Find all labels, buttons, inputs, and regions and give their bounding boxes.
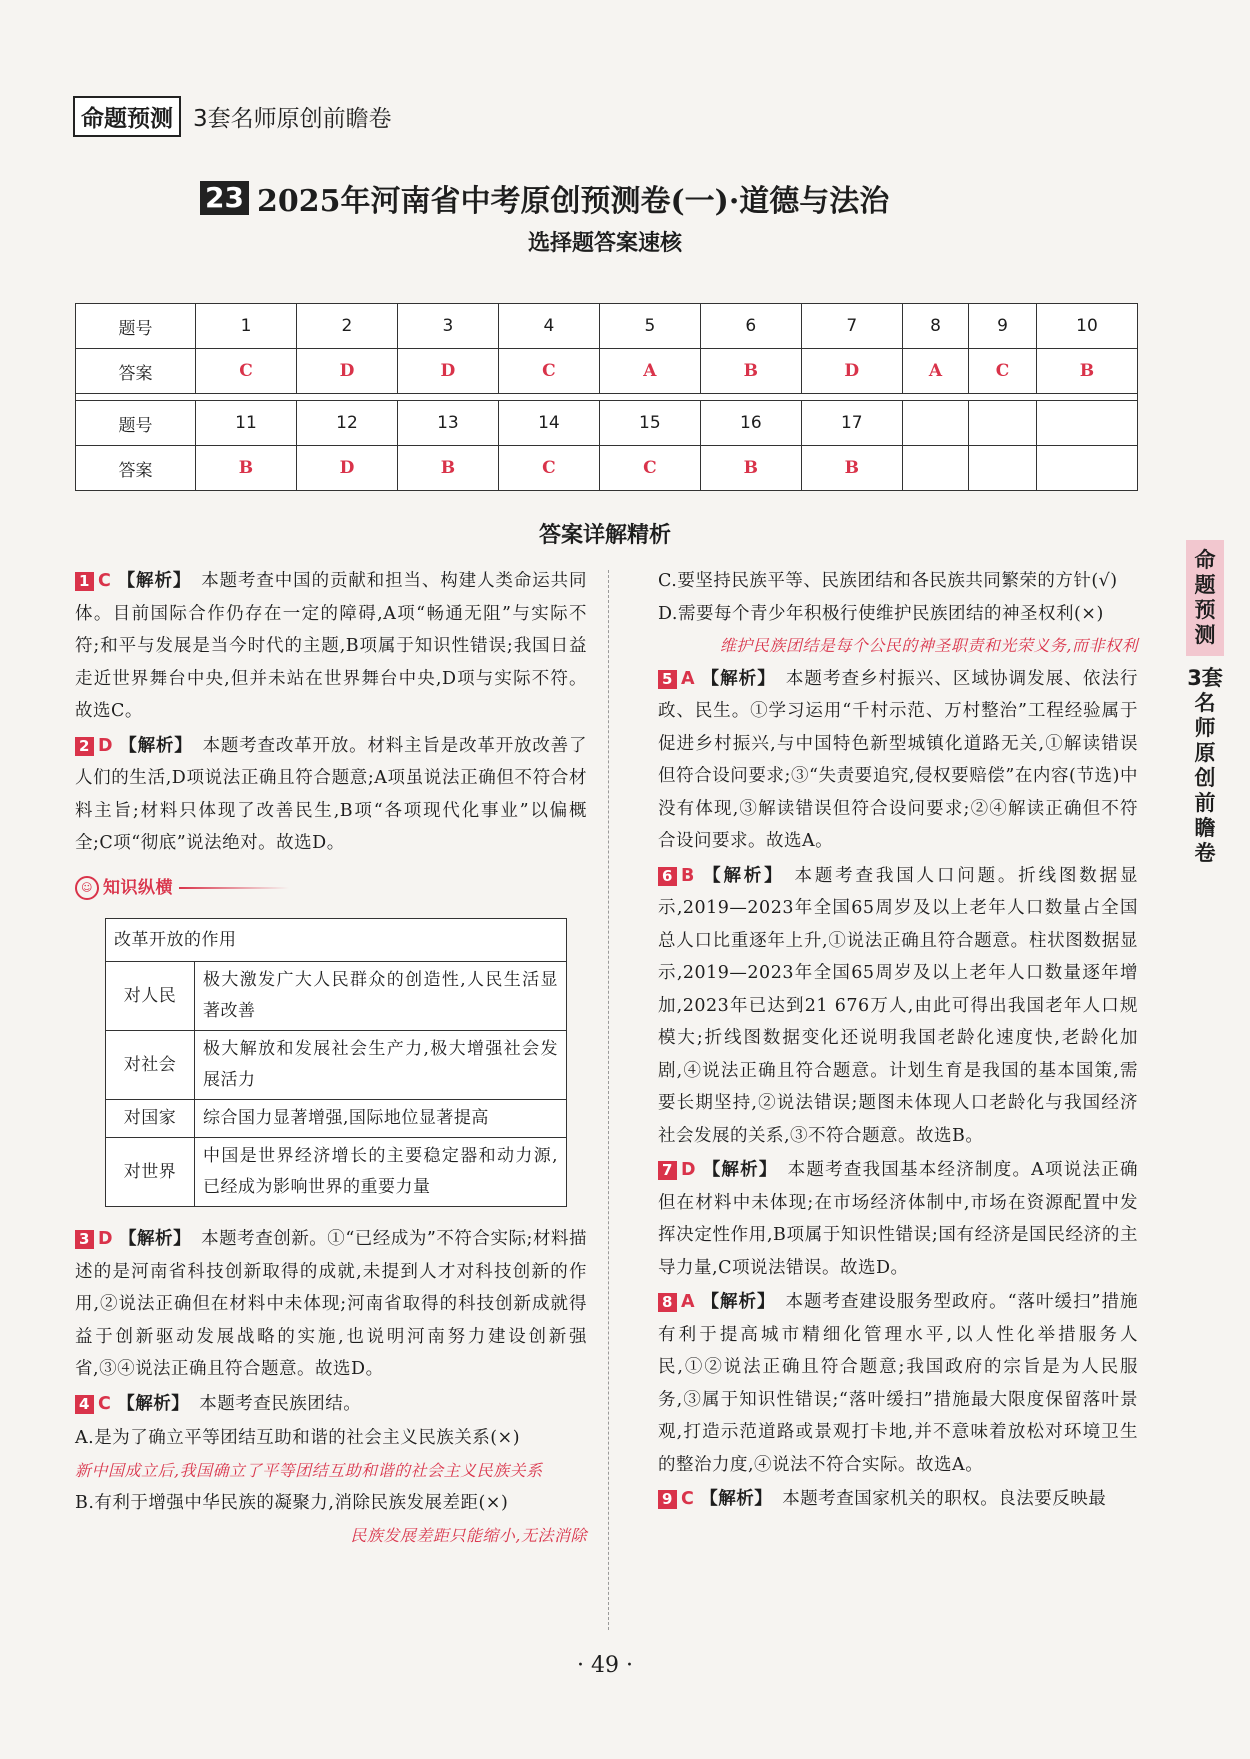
left-column xyxy=(75,565,587,1552)
q-number: 16 xyxy=(700,401,801,446)
q-number: 4 xyxy=(498,304,599,349)
knowledge-row xyxy=(106,1100,567,1138)
answer-value: C xyxy=(498,349,599,394)
answer-value: B xyxy=(397,446,498,491)
q-number: 8 xyxy=(902,304,968,349)
q-number: 10 xyxy=(1036,304,1137,349)
q-number: 14 xyxy=(498,401,599,446)
answer-value: A xyxy=(902,349,968,394)
q-text: 本题考查乡村振兴、区域协调发展、依法行政、民生。①学习运用“千村示范、万村整治”工程经验属于促进乡村振兴,与中国特色新型城镇化道路无关,①解读错误但符合设问要求;③“失责要追究,侵权要赔偿”在内容(节选)中没有体现,③解读错误但符合设问要求;②④解读正确但不符合设问要求。故选A。 xyxy=(658,668,1139,851)
answer-row-2-answers xyxy=(76,446,1138,491)
jiexi-label: 【解析】 xyxy=(700,1489,773,1509)
header-series: 3套名师原创前瞻卷 xyxy=(193,106,392,132)
explanation-q8 xyxy=(658,1286,1138,1481)
knowledge-row xyxy=(106,962,567,1031)
q-answer: D xyxy=(97,735,113,756)
explanation-q9 xyxy=(658,1483,1138,1516)
q4-note-d: 维护民族团结是每个公民的神圣职责和光荣义务,而非权利 xyxy=(719,636,1138,655)
label-question: 题号 xyxy=(76,304,196,349)
knowledge-key: 对社会 xyxy=(106,1031,195,1100)
knowledge-value: 中国是世界经济增长的主要稳定器和动力源,已经成为影响世界的重要力量 xyxy=(195,1138,567,1207)
jiexi-label: 【解析】 xyxy=(700,668,776,689)
q4-option-c: C.要坚持民族平等、民族团结和各民族共同繁荣的方针(√) xyxy=(658,571,1118,591)
answer-row-1-answers xyxy=(76,349,1138,394)
explanation-q1 xyxy=(75,565,587,728)
right-column xyxy=(658,565,1138,1518)
page-number: · 49 · xyxy=(577,1653,633,1678)
answer-value: D xyxy=(296,446,397,491)
q-badge: 4 xyxy=(75,1395,94,1414)
knowledge-table-title: 改革开放的作用 xyxy=(106,919,567,962)
column-divider xyxy=(608,570,609,1630)
q-badge: 5 xyxy=(658,670,677,689)
q-number: 11 xyxy=(196,401,297,446)
knowledge-row xyxy=(106,1138,567,1207)
answer-key-table xyxy=(75,303,1138,491)
q-number: 9 xyxy=(969,304,1037,349)
q-number: 5 xyxy=(599,304,700,349)
explanation-q3 xyxy=(75,1223,587,1386)
q-answer: B xyxy=(680,865,695,886)
q-number: 3 xyxy=(397,304,498,349)
q-badge: 9 xyxy=(658,1490,677,1509)
answer-value: B xyxy=(700,446,801,491)
q-number: 7 xyxy=(801,304,902,349)
explanation-q2 xyxy=(75,730,587,860)
table-gap xyxy=(76,394,1138,401)
empty-cell xyxy=(902,446,968,491)
side-tab xyxy=(1186,540,1224,866)
jiexi-label: 【解析】 xyxy=(700,865,785,886)
answer-row-1-questions xyxy=(76,304,1138,349)
q-text: 本题考查中国的贡献和担当、构建人类命运共同体。目前国际合作仍存在一定的障碍,A项“畅通无阻”与实际不符;和平与发展是当今时代的主题,B项属于知识性错误;我国日益走近世界舞台中央,但并未站在世界舞台中央,D项与实际不符。故选C。 xyxy=(75,571,588,721)
label-question: 题号 xyxy=(76,401,196,446)
side-tab-secondary: 3套名师原创前瞻卷 xyxy=(1187,666,1223,865)
q-answer: C xyxy=(97,1393,112,1414)
side-tab-primary: 命题预测 xyxy=(1186,540,1224,656)
q-number: 15 xyxy=(599,401,700,446)
knowledge-row xyxy=(106,1031,567,1100)
jiexi-label: 【解析】 xyxy=(117,571,192,591)
empty-cell xyxy=(1036,401,1137,446)
explanation-q4 xyxy=(75,1388,587,1421)
empty-cell xyxy=(969,446,1037,491)
q-badge: 6 xyxy=(658,867,677,886)
answer-value: A xyxy=(599,349,700,394)
answer-value: D xyxy=(801,349,902,394)
empty-cell xyxy=(902,401,968,446)
q-badge: 1 xyxy=(75,572,94,591)
q-number: 1 xyxy=(196,304,297,349)
person-icon: ☺ xyxy=(75,876,99,900)
explanation-q7 xyxy=(658,1154,1138,1284)
label-answer: 答案 xyxy=(76,446,196,491)
jiexi-label: 【解析】 xyxy=(700,1292,776,1312)
q-text: 本题考查国家机关的职权。良法要反映最 xyxy=(782,1489,1107,1509)
answer-value: B xyxy=(801,446,902,491)
answer-value: B xyxy=(700,349,801,394)
knowledge-key: 对人民 xyxy=(106,962,195,1031)
q-number: 12 xyxy=(296,401,397,446)
empty-cell xyxy=(1036,446,1137,491)
q4-option-a: A.是为了确立平等团结互助和谐的社会主义民族关系(×) xyxy=(75,1428,521,1448)
paper-title-text: 2025年河南省中考原创预测卷(一)·道德与法治 xyxy=(256,184,890,219)
knowledge-key: 对国家 xyxy=(106,1100,195,1138)
paper-title xyxy=(200,176,1020,220)
q-text: 本题考查民族团结。 xyxy=(199,1393,362,1414)
q-badge: 8 xyxy=(658,1293,677,1312)
q-answer: D xyxy=(680,1160,696,1180)
knowledge-key: 对世界 xyxy=(106,1138,195,1207)
q-text: 本题考查我国人口问题。折线图数据显示,2019—2023年全国65周岁及以上老年人口数量占全国总人口比重逐年上升,①说法正确且符合题意。柱状图数据显示,2019—2023年全国65周岁及以上老年人口数量逐年增加,2023年已达到21 676万人,由此可得出我国老年人口规模大;折线图数据变化还说明我国老龄化速度快,老龄化加剧,④说法正确且符合题意。计划生育是我国的基本国策,需要长期坚持,②说法错误;题图未体现人口老龄化与我国经济社会发展的关系,③不符合题意。故选B。 xyxy=(658,865,1138,1146)
q-text: 本题考查我国基本经济制度。A项说法正确但在材料中未体现;在市场经济体制中,市场在资源配置中发挥决定性作用,B项属于知识性错误;国有经济是国民经济的主导力量,C项说法错误。故选D。 xyxy=(658,1160,1138,1278)
q-badge: 2 xyxy=(75,737,94,756)
answer-value: D xyxy=(397,349,498,394)
answer-key-title: 选择题答案速核 xyxy=(527,231,682,256)
q4-note-b: 民族发展差距只能缩小,无法消除 xyxy=(350,1525,587,1545)
paper-number-badge: 23 xyxy=(200,181,249,215)
explanation-q5 xyxy=(658,663,1138,858)
tag-underline xyxy=(179,887,289,889)
answer-value: C xyxy=(196,349,297,394)
knowledge-value: 极大解放和发展社会生产力,极大增强社会发展活力 xyxy=(195,1031,567,1100)
answer-value: B xyxy=(196,446,297,491)
answer-row-2-questions xyxy=(76,401,1138,446)
jiexi-label: 【解析】 xyxy=(117,1393,190,1414)
explanation-q6 xyxy=(658,860,1138,1153)
q4-option-d: D.需要每个青少年积极行使维护民族团结的神圣权利(×) xyxy=(658,603,1104,624)
q-text: 本题考查改革开放。材料主旨是改革开放改善了人们的生活,D项说法正确且符合题意;A项虽说法正确但不符合材料主旨;材料只体现了改善民生,B项“各项现代化事业”以偏概全;C项“彻底”说法绝对。故选D。 xyxy=(75,735,588,853)
q-answer: C xyxy=(97,571,112,591)
answer-value: C xyxy=(969,349,1037,394)
q-badge: 3 xyxy=(75,1230,94,1249)
jiexi-label: 【解析】 xyxy=(118,735,193,756)
jiexi-label: 【解析】 xyxy=(118,1229,192,1249)
answer-value: C xyxy=(498,446,599,491)
knowledge-tag-label: 知识纵横 xyxy=(103,877,173,898)
q-answer: A xyxy=(680,668,695,689)
q-answer: D xyxy=(97,1229,113,1249)
knowledge-value: 极大激发广大人民群众的创造性,人民生活显著改善 xyxy=(195,962,567,1031)
q-number: 17 xyxy=(801,401,902,446)
explanation-title: 答案详解精析 xyxy=(538,523,671,548)
q-number: 2 xyxy=(296,304,397,349)
answer-value: B xyxy=(1036,349,1137,394)
q-text: 本题考查创新。①“已经成为”不符合实际;材料描述的是河南省科技创新取得的成就,未提到人才对科技创新的作用,②说法正确但在材料中未体现;河南省取得的科技创新成就得益于创新驱动发展战略的实施,也说明河南努力建设创新强省,③④说法正确且符合题意。故选D。 xyxy=(75,1229,587,1379)
label-answer: 答案 xyxy=(76,349,196,394)
q-number: 13 xyxy=(397,401,498,446)
knowledge-value: 综合国力显著增强,国际地位显著提高 xyxy=(195,1100,567,1138)
knowledge-tag xyxy=(75,872,289,905)
q4-note-a: 新中国成立后,我国确立了平等团结互助和谐的社会主义民族关系 xyxy=(75,1460,543,1480)
q-answer: C xyxy=(680,1489,695,1509)
header-tag: 命题预测 xyxy=(73,96,181,137)
q4-option-b: B.有利于增强中华民族的凝聚力,消除民族发展差距(×) xyxy=(75,1493,509,1513)
q-number: 6 xyxy=(700,304,801,349)
q-text: 本题考查建设服务型政府。“落叶缓扫”措施有利于提高城市精细化管理水平,以人性化举措服务人民,①②说法正确且符合题意;我国政府的宗旨是为人民服务,③属于知识性错误;“落叶缓扫”措施最大限度保留落叶景观,打造示范道路或景观打卡地,并不意味着放松对环境卫生的整治力度,④说法不符合实际。故选A。 xyxy=(658,1292,1138,1475)
empty-cell xyxy=(969,401,1037,446)
answer-value: D xyxy=(296,349,397,394)
q-badge: 7 xyxy=(658,1161,677,1180)
jiexi-label: 【解析】 xyxy=(701,1160,778,1180)
knowledge-table xyxy=(105,918,567,1207)
page-header xyxy=(73,96,392,137)
q-answer: A xyxy=(680,1292,695,1312)
answer-value: C xyxy=(599,446,700,491)
